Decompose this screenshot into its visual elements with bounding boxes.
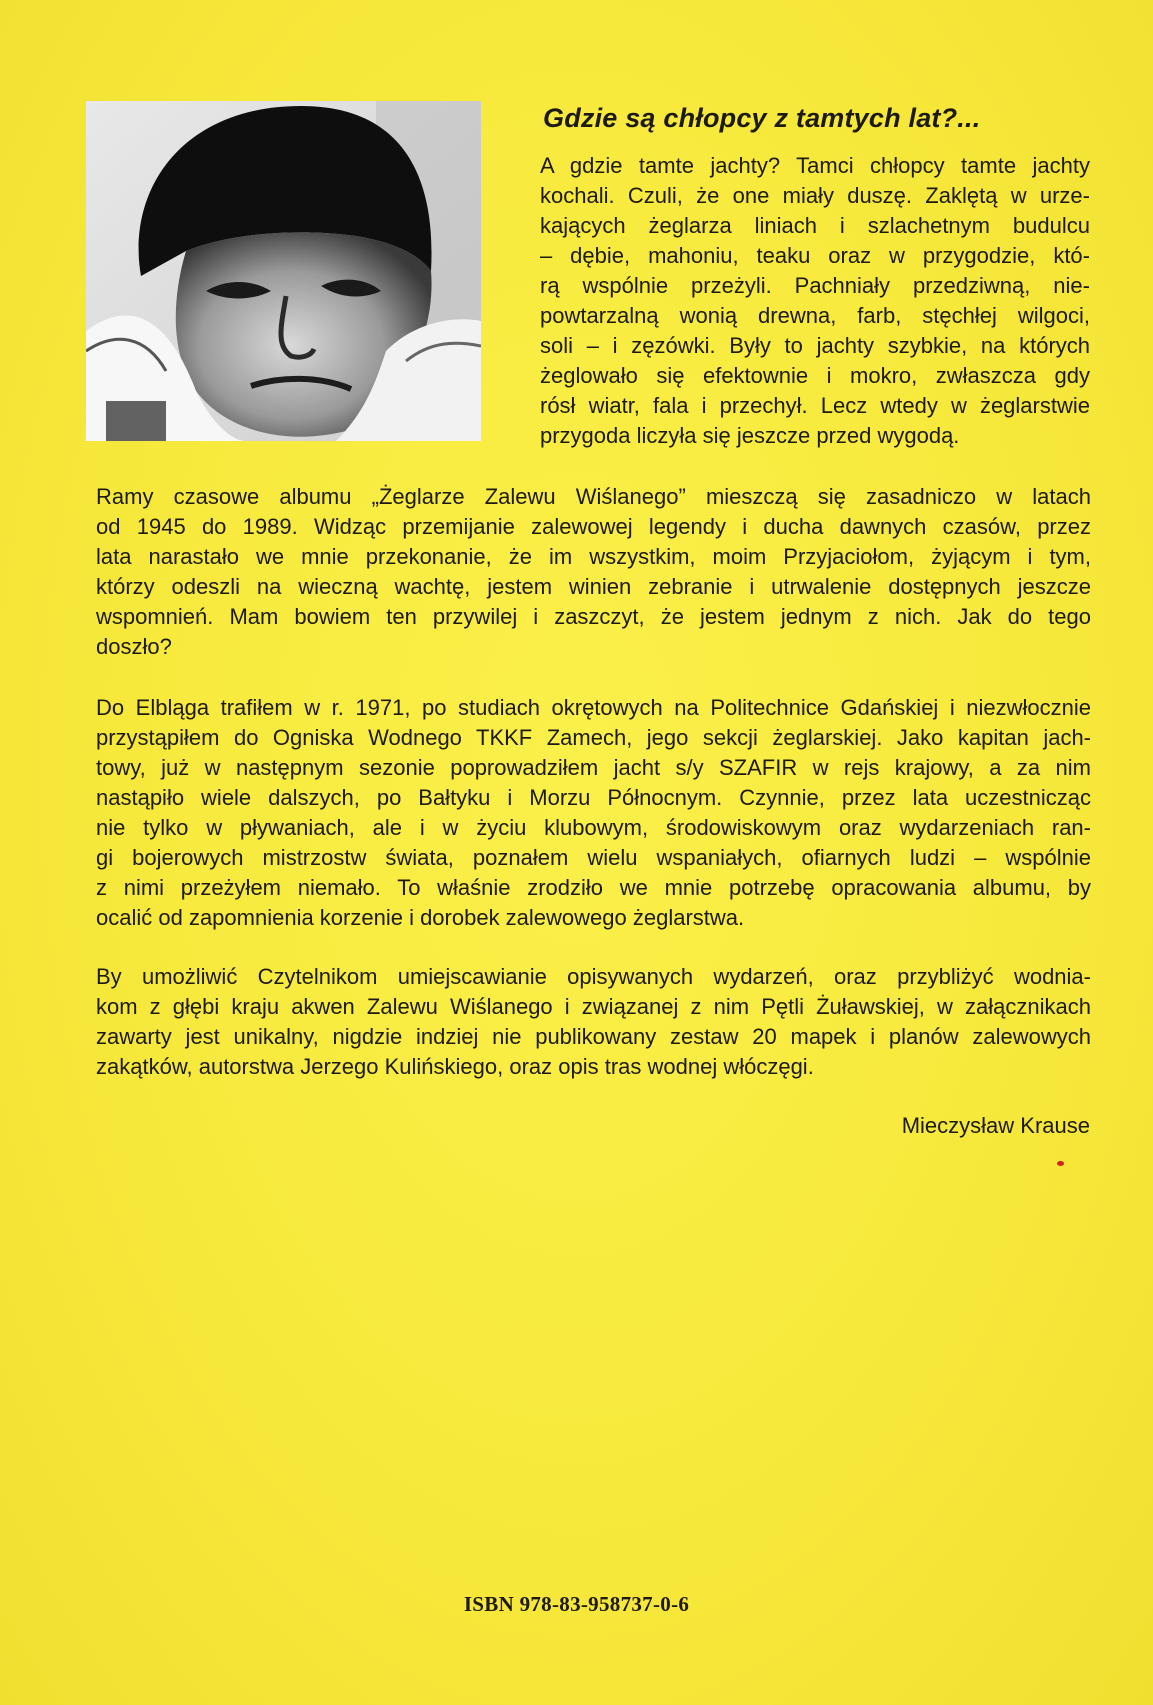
text-line: rą wspólnie przeżyli. Pachniały przedziwną, nie- [540,273,1090,298]
text-line: kom z głębi kraju akwen Zalewu Wiślanego i związanej z nim Pętli Żuławskiej, w załącznikach [96,994,1091,1019]
author-portrait [86,101,481,441]
paragraph-appendix-maps [96,962,1091,1082]
text-line: doszło? [96,634,172,659]
text-line: zawarty jest unikalny, nigdzie indziej nie publikowany zestaw 20 mapek i planów zalewowych [96,1024,1091,1049]
text-line: soli – i zęzówki. Były to jachty szybkie, na których [540,333,1090,358]
paragraph-album-timeframe [96,482,1091,662]
text-line: żeglowało się efektownie i mokro, zwłaszcza gdy [540,363,1090,388]
text-line: kających żeglarza liniach i szlachetnym budulcu [540,213,1090,238]
text-line: zakątków, autorstwa Jerzego Kulińskiego, oraz opis tras wodnej włóczęgi. [96,1054,814,1079]
text-line: A gdzie tamte jachty? Tamci chłopcy tamte jachty [540,153,1090,178]
text-line: z nimi przeżyłem niemało. To właśnie zrodziło we mnie potrzebę opracowania albumu, by [96,875,1091,900]
text-line: od 1945 do 1989. Widząc przemijanie zalewowej legendy i ducha dawnych czasów, przez [96,514,1091,539]
text-line: nie tylko w pływaniach, ale i w życiu klubowym, środowiskowym oraz wydarzeniach ran- [96,815,1091,840]
text-line: Ramy czasowe albumu „Żeglarze Zalewu Wiślanego” mieszczą się zasadniczo w latach [96,484,1091,509]
text-line: gi bojerowych mistrzostw świata, poznałem wielu wspaniałych, ofiarnych ludzi – wspólnie [96,845,1091,870]
text-line: którzy odeszli na wieczną wachtę, jestem winien zebranie i utrwalenie dostępnych jeszcze [96,574,1091,599]
text-line: ocalić od zapomnienia korzenie i dorobek zalewowego żeglarstwa. [96,905,745,930]
red-dot-mark [1057,1161,1064,1166]
text-line: kochali. Czuli, że one miały duszę. Zaklętą w urze- [540,183,1090,208]
text-line: lata narastało we mnie przekonanie, że im wszystkim, moim Przyjaciołom, żyjącym i tym, [96,544,1091,569]
text-line: nastąpiło wiele dalszych, po Bałtyku i Morzu Północnym. Czynnie, przez lata uczestnicząc [96,785,1091,810]
text-line: powtarzalną wonią drewna, farb, stęchłej wilgoci, [540,303,1090,328]
intro-paragraph [540,151,1090,451]
isbn-number: ISBN 978-83-958737-0-6 [463,1592,690,1616]
text-line: rósł wiatr, fala i przechył. Lecz wtedy w żeglarstwie [540,393,1090,418]
text-line: Do Elbląga trafiłem w r. 1971, po studiach okrętowych na Politechnice Gdańskiej i niezwłocznie [96,695,1091,720]
text-line: wspomnień. Mam bowiem ten przywilej i zaszczyt, że jestem jednym z nich. Jak do tego [96,604,1091,629]
text-line: – dębie, mahoniu, teaku oraz w przygodzie, któ- [540,243,1090,268]
text-line: przystąpiłem do Ogniska Wodnego TKKF Zamech, jego sekcji żeglarskiej. Jako kapitan jach- [96,725,1091,750]
paragraph-author-history [96,693,1091,933]
author-signature: Mieczysław Krause [901,1113,1090,1138]
text-line: towy, już w następnym sezonie poprowadziłem jacht s/y SZAFIR w rejs krajowy, a za nim [96,755,1091,780]
text-line: By umożliwić Czytelnikom umiejscawianie opisywanych wydarzeń, oraz przybliżyć wodnia- [96,964,1091,989]
cover-title: Gdzie są chłopcy z tamtych lat?... [543,103,981,133]
text-line: przygoda liczyła się jeszcze przed wygodą. [540,423,960,448]
